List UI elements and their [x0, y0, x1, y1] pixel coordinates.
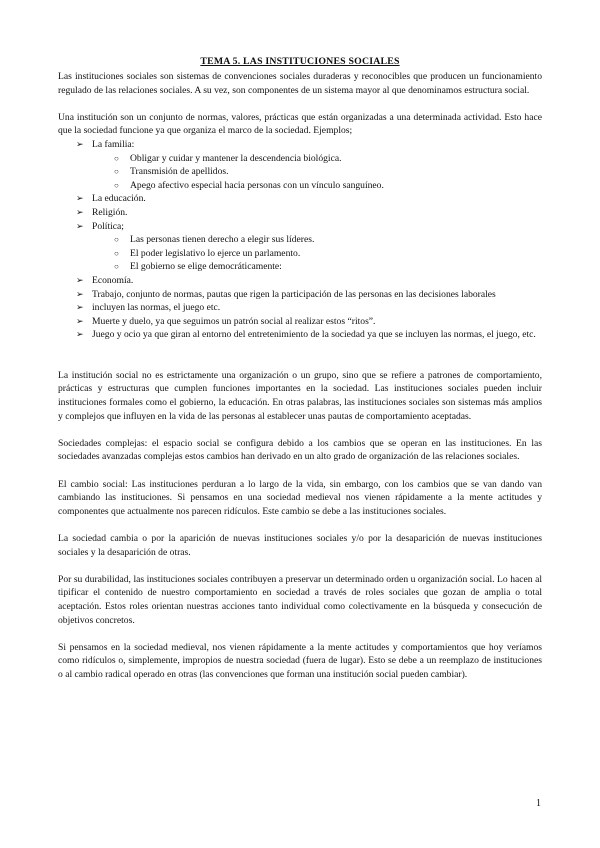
list-item-label: Política;	[92, 220, 124, 232]
paragraph-organizacion: La institución social no es estrictamente una organización o un grupo, sino que se refiere a patrones de comportamiento, prácticas y estructuras que cumplen funciones importantes en la sociedad. Las instituciones sociales pueden incluir instituciones formales como el gobierno, la educación. En otras palabras, las instituciones sociales son sistemas más amplios y complejos que influyen en la vida de las personas al establecer unas pautas de comportamiento aceptadas.	[58, 369, 542, 422]
paragraph-sociedades-complejas: Sociedades complejas: el espacio social se configura debido a los cambios que se operan en las instituciones. En las sociedades avanzadas complejas estos cambios han derivado en un alto grado de organización de las relaciones sociales.	[58, 437, 542, 463]
arrow-bullet-icon: ➢	[76, 329, 84, 340]
list-item-trabajo	[58, 288, 542, 302]
list-item-label: incluyen las normas, el juego etc.	[92, 302, 221, 314]
list-item-label: Muerte y duelo, ya que seguimos un patrón social al realizar estos “ritos”.	[92, 315, 376, 327]
sublist-item: ○ Transmisión de apellidos.	[114, 166, 229, 178]
paragraph-sociedad-cambia: La sociedad cambia o por la aparición de nuevas instituciones sociales y/o por la desaparición de nuevas instituciones sociales y la desaparición de otras.	[58, 533, 542, 558]
arrow-bullet-icon: ➢	[76, 138, 84, 149]
list-item-label: Trabajo, conjunto de normas, pautas que rigen la participación de las personas en las decisiones laborales	[92, 288, 496, 300]
list-item-label: La educación.	[92, 193, 146, 205]
examples-list	[58, 138, 542, 342]
paragraph-sociedad-medieval: Si pensamos en la sociedad medieval, nos vienen rápidamente a la mente actitudes y comportamientos que hoy veríamos como ridículos o, simplemente, impropios de nuestra sociedad (fuera de lugar). Esto se debe a un reemplazo de instituciones o al cambio radical operado en otras (las convenciones que forman una institución social pueden cambiar).	[58, 641, 542, 680]
arrow-bullet-icon: ➢	[76, 193, 84, 204]
document-title: TEMA 5. LAS INSTITUCIONES SOCIALES	[200, 56, 400, 67]
arrow-bullet-icon: ➢	[76, 206, 84, 217]
list-item-label: Religión.	[92, 206, 128, 218]
list-item-religion	[58, 206, 542, 220]
circle-bullet-icon: ○	[114, 167, 119, 177]
circle-bullet-icon: ○	[114, 235, 119, 245]
list-item-educacion	[58, 192, 542, 206]
circle-bullet-icon: ○	[114, 248, 119, 258]
arrow-bullet-icon: ➢	[76, 302, 84, 313]
politica-sublist	[92, 233, 542, 274]
sublist-item: ○ Apego afectivo especial hacia personas con un vínculo sanguíneo.	[114, 179, 384, 191]
paragraph-durabilidad: Por su durabilidad, las instituciones sociales contribuyen a preservar un determinado orden u organización social. Lo hacen al tipificar el contenido de nuestro comportamiento en sociedad a través de roles sociales que gozan de amplia o total aceptación. Estos roles orientan nuestras acciones tanto individual como colectivamente en la búsqueda y consecución de objetivos concretos.	[58, 573, 542, 626]
sublist-item: ○ El gobierno se elige democráticamente:	[114, 261, 282, 273]
list-item-familia	[58, 138, 542, 192]
document-body	[58, 70, 542, 682]
arrow-bullet-icon: ➢	[76, 220, 84, 231]
list-item-label: Juego y ocio ya que giran al entorno del entretenimiento de la sociedad ya que se incluyen las normas, el juego, etc.	[92, 329, 536, 341]
list-item-muerte	[58, 315, 542, 329]
sublist-item: ○ Las personas tienen derecho a elegir sus líderes.	[114, 234, 315, 246]
list-item-politica	[58, 220, 542, 274]
paragraph-cambio-social: El cambio social: Las instituciones perduran a lo largo de la vida, sin embargo, con los cambios que se van dando van cambiando las instituciones. Si pensamos en una sociedad medieval nos vienen rápidamente a la mente actitudes y componentes que actualmente nos parecen ridículos. Este cambio se debe a las instituciones sociales.	[58, 478, 542, 517]
arrow-bullet-icon: ➢	[76, 274, 84, 285]
list-item-economia	[58, 274, 542, 288]
circle-bullet-icon: ○	[114, 180, 119, 190]
arrow-bullet-icon: ➢	[76, 288, 84, 299]
paragraph-definition: Una institución son un conjunto de normas, valores, prácticas que están organizadas a una determinada actividad. Esto hace que la sociedad funcione ya que organiza el marco de la sociedad. Ejemplos;	[58, 111, 542, 137]
arrow-bullet-icon: ➢	[76, 315, 84, 326]
circle-bullet-icon: ○	[114, 153, 119, 163]
list-item-juego	[58, 328, 542, 342]
paragraph-intro: Las instituciones sociales son sistemas de convenciones sociales duraderas y reconocibles que producen un funcionamiento regulado de las relaciones sociales. A su vez, son componentes de un sistema mayor al que denominamos estructura social.	[58, 71, 542, 96]
sublist-item: ○ Obligar y cuidar y mantener la descendencia biológica.	[114, 152, 342, 164]
sublist-item: ○ El poder legislativo lo ejerce un parlamento.	[114, 247, 301, 259]
circle-bullet-icon: ○	[114, 262, 119, 272]
list-item-label: Economía.	[92, 274, 134, 286]
list-item-normas	[58, 301, 542, 315]
list-item-label: La familia:	[92, 138, 135, 150]
page-number: 1	[536, 798, 541, 809]
familia-sublist	[92, 152, 542, 193]
